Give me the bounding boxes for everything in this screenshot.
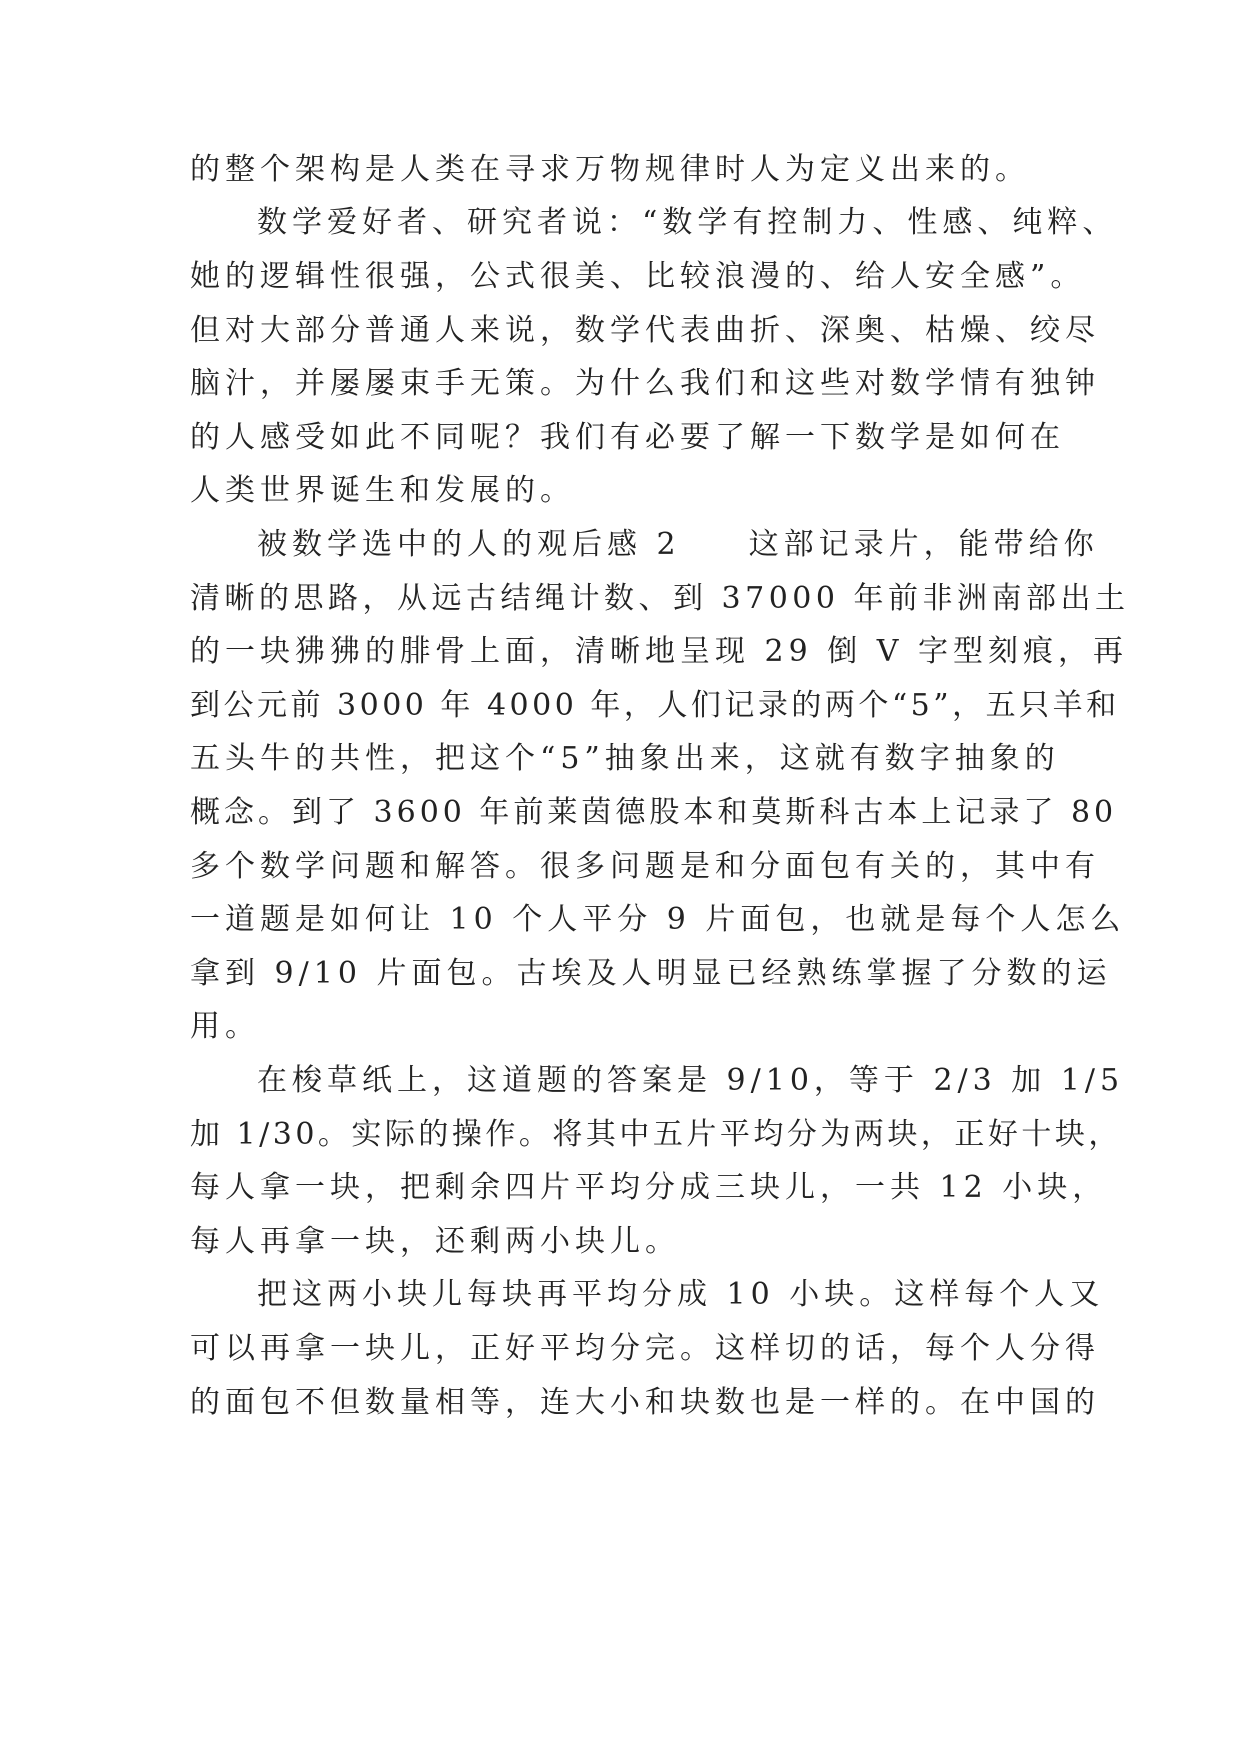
text-line: 到公元前 3000 年 4000 年，人们记录的两个“5”，五只羊和 [190,688,1120,723]
text-line: 数学爱好者、研究者说：“数学有控制力、性感、纯粹、 [257,205,1118,240]
text-line: 的整个架构是人类在寻求万物规律时人为定义出来的。 [190,152,1030,187]
text-line: 但对大部分普通人来说，数学代表曲折、深奥、枯燥、绞尽 [190,313,1100,348]
text-line: 五头牛的共性，把这个“5”抽象出来，这就有数字抽象的 [190,741,1060,776]
text-line: 用。 [190,1009,260,1044]
text-line: 的面包不但数量相等，连大小和块数也是一样的。在中国的 [190,1385,1100,1420]
text-line: 一道题是如何让 10 个人平分 9 片面包，也就是每个人怎么 [190,902,1126,937]
text-line: 她的逻辑性很强，公式很美、比较浪漫的、给人安全感”。 [190,259,1086,294]
text-line: 在梭草纸上，这道题的答案是 9/10，等于 2/3 加 1/5 [257,1063,1125,1098]
text-line: 每人再拿一块，还剩两小块儿。 [190,1224,680,1259]
text-line: 每人拿一块，把剩余四片平均分成三块儿，一共 12 小块， [190,1170,1108,1205]
text-line: 脑汁，并屡屡束手无策。为什么我们和这些对数学情有独钟 [190,366,1100,401]
text-line: 的人感受如此不同呢？我们有必要了解一下数学是如何在 [190,420,1065,455]
text-line: 清晰的思路，从远古结绳计数、到 37000 年前非洲南部出土 [190,581,1130,616]
text-line: 多个数学问题和解答。很多问题是和分面包有关的，其中有 [190,849,1100,884]
text-line: 的一块狒狒的腓骨上面，清晰地呈现 29 倒 V 字型刻痕，再 [190,634,1128,669]
text-line: 加 1/30。实际的操作。将其中五片平均分为两块，正好十块， [190,1117,1122,1152]
text-line: 把这两小块儿每块再平均分成 10 小块。这样每个人又 [257,1277,1105,1312]
text-line: 人类世界诞生和发展的。 [190,473,575,508]
text-line: 拿到 9/10 片面包。古埃及人明显已经熟练掌握了分数的运 [190,956,1112,991]
section-heading-line [257,525,1099,565]
text-line: 可以再拿一块儿，正好平均分完。这样切的话，每个人分得 [190,1331,1100,1366]
section-text: 这部记录片，能带给你 [748,527,1099,562]
section-title: 被数学选中的人的观后感 2 [257,527,681,562]
text-line: 概念。到了 3600 年前莱茵德股本和莫斯科古本上记录了 80 [190,795,1118,830]
